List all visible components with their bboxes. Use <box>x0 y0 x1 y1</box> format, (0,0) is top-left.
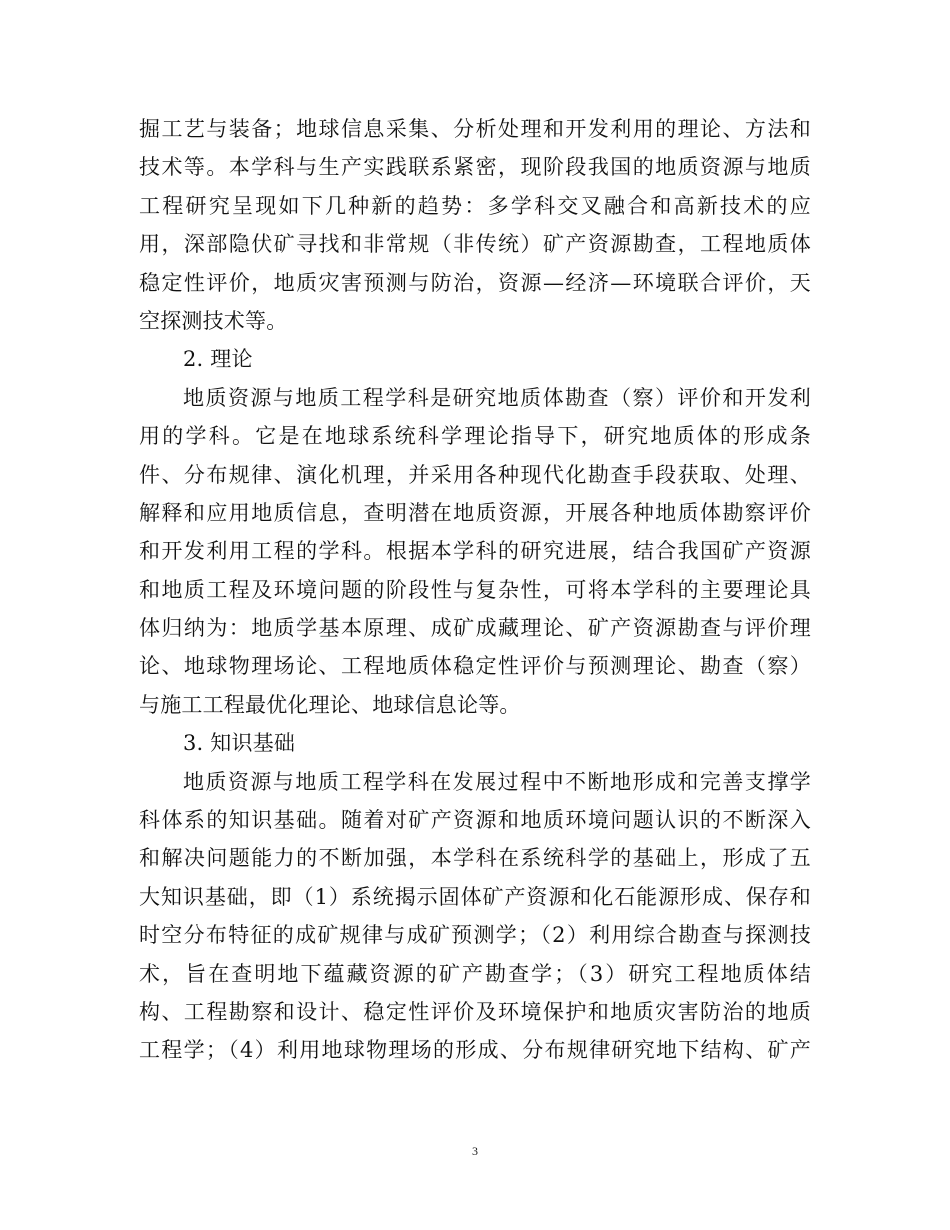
paragraph-line: 地质资源与地质工程学科在发展过程中不断地形成和完善支撑学 <box>183 769 811 794</box>
paragraph-line: 大知识基础，即（1）系统揭示固体矿产资源和化石能源形成、保存和 <box>139 884 811 909</box>
paragraph-line: 用的学科。它是在地球系统科学理论指导下，研究地质体的形成条 <box>139 424 811 449</box>
paragraph-line: 地质资源与地质工程学科是研究地质体勘查（察）评价和开发利 <box>183 385 811 410</box>
paragraph-line: 和开发利用工程的学科。根据本学科的研究进展，结合我国矿产资源 <box>139 539 811 564</box>
paragraph-line: 和地质工程及环境问题的阶段性与复杂性，可将本学科的主要理论具 <box>139 577 811 602</box>
paragraph-line: 术，旨在查明地下蕴藏资源的矿产勘查学；（3）研究工程地质体结 <box>139 961 811 986</box>
body-text <box>139 110 811 1070</box>
section-heading: 3. 知识基础 <box>183 731 296 756</box>
paragraph-line: 工程学；（4）利用地球物理场的形成、分布规律研究地下结构、矿产 <box>139 1038 811 1063</box>
paragraph-line: 技术等。本学科与生产实践联系紧密，现阶段我国的地质资源与地质 <box>139 155 811 180</box>
paragraph-line: 与施工工程最优化理论、地球信息论等。 <box>139 692 521 717</box>
paragraph-line: 体归纳为：地质学基本原理、成矿成藏理论、矿产资源勘查与评价理 <box>139 616 811 641</box>
paragraph-line: 件、分布规律、演化机理，并采用各种现代化勘查手段获取、处理、 <box>139 462 811 487</box>
page-number: 3 <box>472 1144 478 1158</box>
paragraph-line: 空探测技术等。 <box>139 308 288 333</box>
paragraph-line: 构、工程勘察和设计、稳定性评价及环境保护和地质灾害防治的地质 <box>139 999 811 1024</box>
paragraph-line: 稳定性评价，地质灾害预测与防治，资源—经济—环境联合评价，天 <box>139 270 811 295</box>
paragraph-line: 论、地球物理场论、工程地质体稳定性评价与预测理论、勘查（察） <box>139 654 811 679</box>
paragraph-line: 科体系的知识基础。随着对矿产资源和地质环境问题认识的不断深入 <box>139 808 811 833</box>
paragraph-line: 和解决问题能力的不断加强，本学科在系统科学的基础上，形成了五 <box>139 846 811 871</box>
paragraph-line: 工程研究呈现如下几种新的趋势：多学科交叉融合和高新技术的应 <box>139 193 811 218</box>
paragraph-line: 时空分布特征的成矿规律与成矿预测学；（2）利用综合勘查与探测技 <box>139 923 811 948</box>
paragraph-line: 用，深部隐伏矿寻找和非常规（非传统）矿产资源勘查，工程地质体 <box>139 232 811 257</box>
paragraph-line: 掘工艺与装备；地球信息采集、分析处理和开发利用的理论、方法和 <box>139 117 811 141</box>
section-heading: 2. 理论 <box>183 347 253 372</box>
paragraph-line: 解释和应用地质信息，查明潜在地质资源，开展各种地质体勘察评价 <box>139 500 811 525</box>
